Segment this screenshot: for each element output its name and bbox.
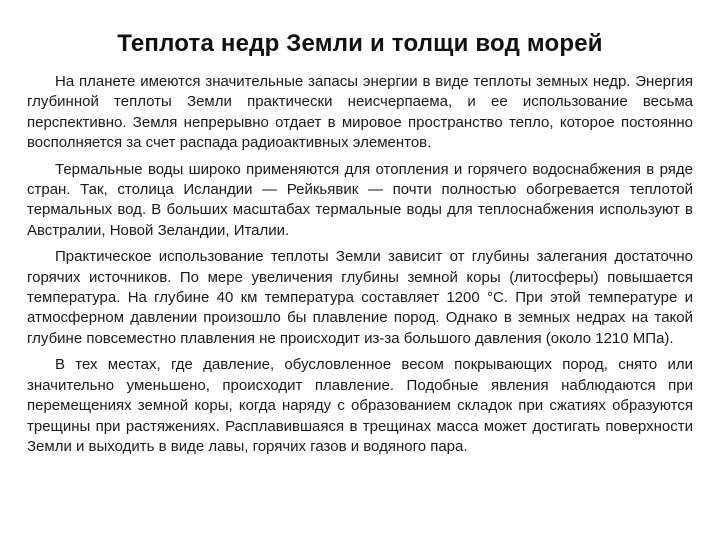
paragraph-depth-temperature: Практическое использование теплоты Земли зависит от глубины залегания достаточно горячих источников. По мере увеличения глубины земной коры (литосферы) повышается температура. На глубине 40 км температура составляет 1200 °С. При этой температуре и атмосферном давлении произошло бы плавление пород. Однако в земных недрах на такой глубине повсеместно плавления не происходит из-за большого давления (около 1210 МПа). — [27, 248, 693, 347]
page-title: Теплота недр Земли и толщи вод морей — [117, 30, 603, 57]
paragraph-geothermal-reserves: На планете имеются значительные запасы энергии в виде теплоты земных недр. Энергия глубинной теплоты Земли практически неисчерпаема, и ее использование весьма перспективно. Земля непрерывно отдает в мировое пространство тепло, которое постоянно восполняется за счет распада радиоактивных элементов. — [27, 73, 693, 152]
paragraph-thermal-waters: Термальные воды широко применяются для отопления и горячего водоснабжения в ряде стран. Так, столица Исландии — Рейкьявик — почти полностью обогревается теплотой термальных вод. В больших масштабах термальные воды для теплоснабжения используют в Австралии, Новой Зеландии, Италии. — [27, 160, 693, 239]
paragraph-melting-lava: В тех местах, где давление, обусловленное весом покрывающих пород, снято или значительно уменьшено, происходит плавление. Подобные явления наблюдаются при перемещениях земной коры, когда наряду с образованием складок при сжатиях образуются трещины при растяжениях. Расплавившаяся в трещинах масса может достигать поверхности Земли и выходить в виде лавы, горячих газов и водяного пара. — [27, 356, 693, 455]
body-text — [27, 72, 693, 463]
